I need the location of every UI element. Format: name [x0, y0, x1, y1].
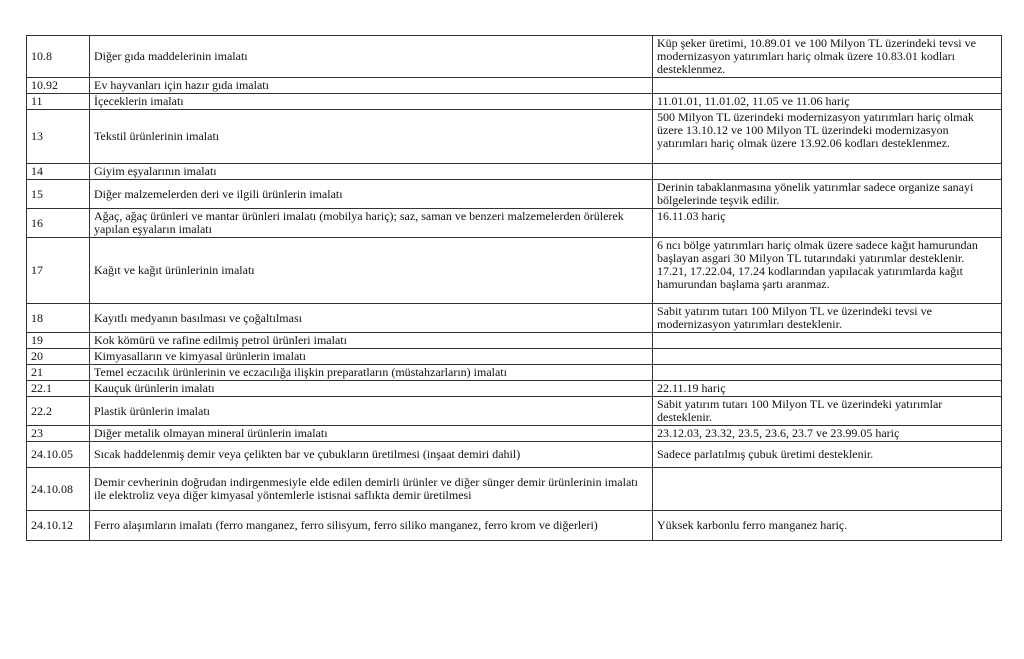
- row-code: 14: [27, 164, 90, 180]
- row-code: 24.10.08: [27, 468, 90, 511]
- row-code: 23: [27, 426, 90, 442]
- row-description: Sıcak haddelenmiş demir veya çelikten bar ve çubukların üretilmesi (inşaat demiri dahil): [90, 442, 653, 468]
- row-note: 6 ncı bölge yatırımları hariç olmak üzere sadece kağıt hamurundan başlayan asgari 30 Milyon TL tutarındaki yatırımlar desteklenir. 17.21, 17.22.04, 17.24 kodlarından yapılacak yatırımlarda kağıt hamurundan başlama şartı aranmaz.: [653, 238, 1002, 304]
- row-note: [653, 78, 1002, 94]
- row-description: Ev hayvanları için hazır gıda imalatı: [90, 78, 653, 94]
- row-description: Plastik ürünlerin imalatı: [90, 397, 653, 426]
- row-description: Kağıt ve kağıt ürünlerinin imalatı: [90, 238, 653, 304]
- row-code: 18: [27, 304, 90, 333]
- table-row: [27, 333, 1002, 349]
- table-row: [27, 36, 1002, 78]
- table-row: [27, 468, 1002, 511]
- row-code: 13: [27, 110, 90, 164]
- row-note: Yüksek karbonlu ferro manganez hariç.: [653, 511, 1002, 541]
- row-note: Sadece parlatılmış çubuk üretimi desteklenir.: [653, 442, 1002, 468]
- row-description: Tekstil ürünlerinin imalatı: [90, 110, 653, 164]
- row-description: Diğer gıda maddelerinin imalatı: [90, 36, 653, 78]
- row-description: Diğer metalik olmayan mineral ürünlerin imalatı: [90, 426, 653, 442]
- row-description: Kauçuk ürünlerin imalatı: [90, 381, 653, 397]
- row-description: Ferro alaşımların imalatı (ferro manganez, ferro silisyum, ferro siliko manganez, ferro krom ve diğerleri): [90, 511, 653, 541]
- table-row: [27, 426, 1002, 442]
- row-code: 24.10.12: [27, 511, 90, 541]
- row-description: Giyim eşyalarının imalatı: [90, 164, 653, 180]
- table-row: [27, 238, 1002, 304]
- row-code: 16: [27, 209, 90, 238]
- table-row: [27, 397, 1002, 426]
- table-row: [27, 78, 1002, 94]
- row-description: Diğer malzemelerden deri ve ilgili ürünlerin imalatı: [90, 180, 653, 209]
- row-code: 20: [27, 349, 90, 365]
- row-note: [653, 349, 1002, 365]
- row-description: Temel eczacılık ürünlerinin ve eczacılığa ilişkin preparatların (müstahzarların) imalatı: [90, 365, 653, 381]
- row-description: Demir cevherinin doğrudan indirgenmesiyle elde edilen demirli ürünler ve diğer sünger demir ürünlerinin imalatı ile elektroliz veya diğer kimyasal yöntemlerle istisnai saflıkta demir üretilmesi: [90, 468, 653, 511]
- row-note: Sabit yatırım tutarı 100 Milyon TL ve üzerindeki tevsi ve modernizasyon yatırımları desteklenir.: [653, 304, 1002, 333]
- table-row: [27, 381, 1002, 397]
- row-code: 15: [27, 180, 90, 209]
- row-code: 22.2: [27, 397, 90, 426]
- row-note: 11.01.01, 11.01.02, 11.05 ve 11.06 hariç: [653, 94, 1002, 110]
- table-row: [27, 164, 1002, 180]
- row-code: 24.10.05: [27, 442, 90, 468]
- document-page: [26, 35, 1002, 541]
- row-note: [653, 333, 1002, 349]
- table-row: [27, 442, 1002, 468]
- row-note: Küp şeker üretimi, 10.89.01 ve 100 Milyon TL üzerindeki tevsi ve modernizasyon yatırımları hariç olmak üzere 10.83.01 kodları desteklenmez.: [653, 36, 1002, 78]
- row-note: 500 Milyon TL üzerindeki modernizasyon yatırımları hariç olmak üzere 13.10.12 ve 100 Milyon TL üzerindeki modernizasyon yatırımları hariç olmak üzere 13.92.06 kodları desteklenmez.: [653, 110, 1002, 164]
- row-description: İçeceklerin imalatı: [90, 94, 653, 110]
- row-note: 23.12.03, 23.32, 23.5, 23.6, 23.7 ve 23.99.05 hariç: [653, 426, 1002, 442]
- table-row: [27, 110, 1002, 164]
- row-code: 17: [27, 238, 90, 304]
- table-body: [27, 36, 1002, 541]
- row-note: [653, 365, 1002, 381]
- row-note: Derinin tabaklanmasına yönelik yatırımlar sadece organize sanayi bölgelerinde teşvik edilir.: [653, 180, 1002, 209]
- table-row: [27, 180, 1002, 209]
- row-code: 22.1: [27, 381, 90, 397]
- sector-table: [26, 35, 1002, 541]
- row-note: 22.11.19 hariç: [653, 381, 1002, 397]
- row-code: 21: [27, 365, 90, 381]
- row-description: Kok kömürü ve rafine edilmiş petrol ürünleri imalatı: [90, 333, 653, 349]
- row-description: Kimyasalların ve kimyasal ürünlerin imalatı: [90, 349, 653, 365]
- row-description: Kayıtlı medyanın basılması ve çoğaltılması: [90, 304, 653, 333]
- row-code: 10.92: [27, 78, 90, 94]
- table-row: [27, 511, 1002, 541]
- row-code: 10.8: [27, 36, 90, 78]
- table-row: [27, 365, 1002, 381]
- row-note: [653, 164, 1002, 180]
- table-row: [27, 304, 1002, 333]
- row-note: [653, 468, 1002, 511]
- row-note: 16.11.03 hariç: [653, 209, 1002, 238]
- row-code: 11: [27, 94, 90, 110]
- table-row: [27, 209, 1002, 238]
- row-code: 19: [27, 333, 90, 349]
- table-row: [27, 349, 1002, 365]
- table-row: [27, 94, 1002, 110]
- row-note: Sabit yatırım tutarı 100 Milyon TL ve üzerindeki yatırımlar desteklenir.: [653, 397, 1002, 426]
- row-description: Ağaç, ağaç ürünleri ve mantar ürünleri imalatı (mobilya hariç); saz, saman ve benzeri malzemelerden örülerek yapılan eşyaların imalatı: [90, 209, 653, 238]
